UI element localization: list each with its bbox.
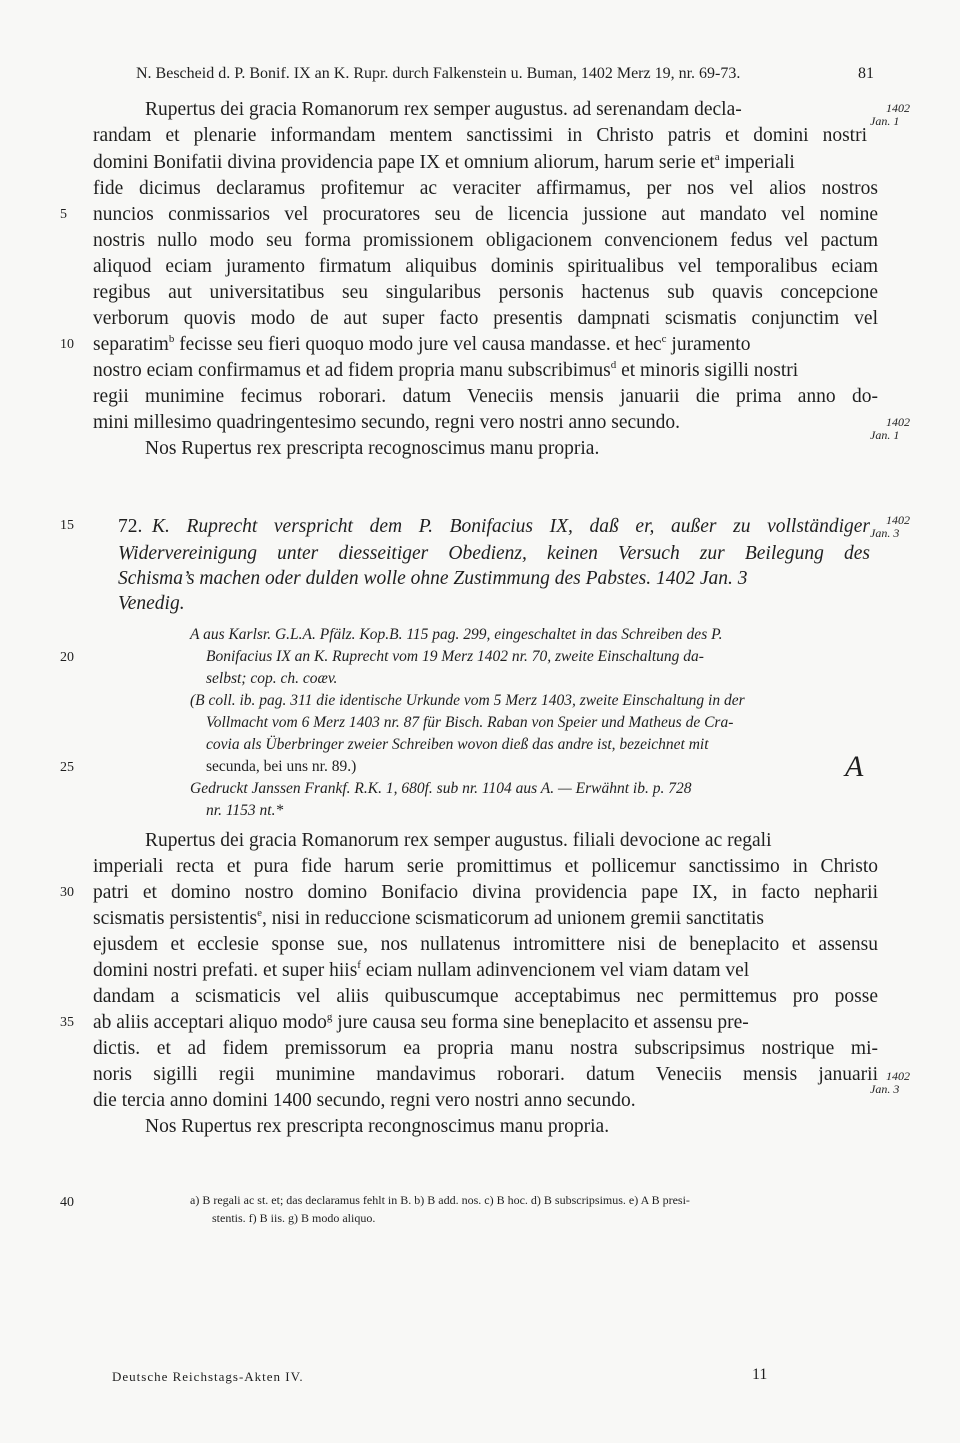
text-line: dictis. et ad fidem premissorum ea propria manu nostra subscripsimus nostrique mi-: [93, 1038, 878, 1059]
text-segment: et minoris sigilli nostri: [616, 360, 799, 381]
signature-line: Nos Rupertus rex prescripta recongnoscimus manu propria.: [145, 1116, 610, 1137]
text-line: dandam a scismaticis vel aliis quibuscumque acceptabimus nec permittemus pro posse: [93, 986, 878, 1007]
margin-date-day: Jan. 3: [870, 1082, 900, 1096]
handwritten-mark: A: [845, 750, 864, 783]
text-segment: scismatis persistentis: [93, 908, 258, 929]
source-line: secunda, bei uns nr. 89.): [206, 758, 357, 775]
footnote-line: stentis. f) B iis. g) B modo aliquo.: [212, 1211, 376, 1225]
line-number: 10: [60, 337, 74, 352]
text-line: [93, 359, 798, 383]
text-segment: fecisse seu fieri quoquo modo jure vel causa mandasse. et hec: [174, 334, 662, 355]
line-number: 15: [60, 518, 74, 533]
footnote-marker: b: [168, 333, 175, 345]
margin-date-year: 1402: [886, 415, 910, 429]
source-line: selbst; cop. ch. coæv.: [206, 670, 338, 687]
text-segment: imperiali: [719, 152, 795, 173]
line-number: 20: [60, 650, 74, 665]
line-number: 25: [60, 760, 74, 775]
text-line: ejusdem et ecclesie sponse sue, nos nullatenus intromittere nisi de beneplacito et assensu: [93, 934, 878, 955]
text-line: nuncios conmissarios vel procuratores seu de licencia jussione aut mandato vel nomine: [93, 204, 878, 225]
margin-date-year: 1402: [886, 101, 910, 115]
footnote-marker: d: [610, 359, 617, 371]
margin-date-year: 1402: [886, 513, 910, 527]
text-segment: separatim: [93, 334, 169, 355]
text-line: [93, 959, 749, 983]
text-line: imperiali recta et pura fide harum serie promittimus et pollicemur sanctissimo in Christo: [93, 856, 878, 877]
text-line: die tercia anno domini 1400 secundo, regni vero nostri anno secundo.: [93, 1090, 636, 1111]
text-line: patri et domino nostro domino Bonifacio divina providencia pape IX, in facto nepharii: [93, 882, 878, 903]
line-number: 40: [60, 1195, 74, 1210]
source-line: Gedruckt Janssen Frankf. R.K. 1, 680f. sub nr. 1104 aus A. — Erwähnt ib. p. 728: [190, 780, 692, 797]
text-segment: domini Bonifatii divina providencia pape IX et omnium aliorum, harum serie et: [93, 152, 715, 173]
source-line: A aus Karlsr. G.L.A. Pfälz. Kop.B. 115 pag. 299, eingeschaltet in das Schreiben des P.: [190, 626, 723, 643]
text-line: [93, 151, 795, 175]
text-line: [93, 907, 764, 931]
footnote-marker: c: [661, 333, 667, 345]
margin-date: [870, 415, 910, 442]
heading-line: Schisma’s machen oder dulden wolle ohne Zustimmung des Pabstes. 1402 Jan. 3: [118, 568, 748, 589]
document-number: 72.: [118, 516, 143, 537]
footer-series: Deutsche Reichstags-Akten IV.: [112, 1369, 304, 1384]
text-segment: jure causa seu forma sine beneplacito et assensu pre-: [332, 1012, 749, 1033]
footnote-marker: e: [257, 907, 263, 919]
footnote-marker: g: [326, 1011, 333, 1023]
text-line: [93, 333, 750, 357]
footnote-marker: f: [357, 959, 361, 971]
text-line: Rupertus dei gracia Romanorum rex semper augustus. filiali devocione ac regali: [145, 830, 772, 851]
margin-date-day: Jan. 1: [870, 428, 900, 442]
heading-line: Widervereinigung unter diesseitiger Obedienz, keinen Versuch zur Beilegung des: [118, 543, 870, 564]
text-segment: , nisi in reduccione scismaticorum ad unionem gremii sanctitatis: [262, 908, 765, 929]
source-line: Bonifacius IX an K. Ruprecht vom 19 Merz 1402 nr. 70, zweite Einschaltung da-: [206, 648, 704, 665]
line-number: 35: [60, 1015, 74, 1030]
footer-signature: 11: [752, 1366, 768, 1383]
source-line: (B coll. ib. pag. 311 die identische Urkunde vom 5 Merz 1403, zweite Einschaltung in der: [190, 692, 745, 709]
text-line: regibus aut universitatibus seu singularibus personis hactenus sub quavis concepcione: [93, 282, 878, 303]
source-line: covia als Überbringer zweier Schreiben wovon dieß das andre ist, bezeichnet mit: [206, 736, 709, 753]
line-number: 5: [60, 207, 67, 222]
text-line: fide dicimus declaramus profitemur ac veraciter affirmamus, per nos vel alios nostros: [93, 178, 878, 199]
text-line: regii munimine fecimus roborari. datum Veneciis mensis januarii die prima anno do-: [93, 386, 878, 407]
margin-date-day: Jan. 3: [870, 526, 900, 540]
text-line: aliquod eciam juramento firmatum aliquibus dominis spiritualibus vel temporalibus eciam: [93, 256, 878, 277]
margin-date-day: Jan. 1: [870, 114, 900, 128]
heading-line: K. Ruprecht verspricht dem P. Bonifacius IX, daß er, außer zu vollständiger: [152, 516, 870, 537]
text-line: randam et plenarie informandam mentem sanctissimi in Christo patris et domini nostri: [93, 125, 867, 146]
text-line: noris sigilli regii munimine mandavimus roborari. datum Veneciis mensis januarii: [93, 1064, 878, 1085]
source-line: Vollmacht vom 6 Merz 1403 nr. 87 für Bisch. Raban von Speier und Matheus de Cra-: [206, 714, 734, 731]
margin-date: [870, 101, 910, 128]
text-segment: juramento: [666, 334, 751, 355]
text-line: Rupertus dei gracia Romanorum rex semper augustus. ad serenandam decla-: [145, 99, 742, 120]
margin-date-year: 1402: [886, 1069, 910, 1083]
footnote-marker: a: [714, 151, 720, 163]
margin-date: [870, 513, 910, 540]
heading-line: Venedig.: [118, 593, 185, 614]
source-line: nr. 1153 nt.*: [206, 802, 284, 819]
text-segment: ab aliis acceptari aliquo modo: [93, 1012, 327, 1033]
footnote-line: a) B regali ac st. et; das declaramus fehlt in B. b) B add. nos. c) B hoc. d) B subscripsimus. e) A B presi-: [190, 1193, 690, 1207]
text-line: [93, 1011, 749, 1035]
line-number: 30: [60, 885, 74, 900]
text-line: mini millesimo quadringentesimo secundo, regni vero nostri anno secundo.: [93, 412, 681, 433]
page-number: 81: [858, 65, 874, 82]
text-segment: eciam nullam adinvencionem vel viam datam vel: [360, 960, 750, 981]
signature-line: Nos Rupertus rex prescripta recognoscimus manu propria.: [145, 438, 600, 459]
text-segment: nostro eciam confirmamus et ad fidem propria manu subscribimus: [93, 360, 611, 381]
text-segment: domini nostri prefati. et super hiis: [93, 960, 358, 981]
text-line: verborum quovis modo de aut super facto presentis dampnati scismatis conjunctim vel: [93, 308, 878, 329]
running-title: N. Bescheid d. P. Bonif. IX an K. Rupr. durch Falkenstein u. Buman, 1402 Merz 19, nr. 69-73.: [136, 65, 741, 82]
margin-date: [870, 1069, 910, 1096]
text-line: nostris nullo modo seu forma promissionem obligacionem convencionem fedus vel pactum: [93, 230, 878, 251]
